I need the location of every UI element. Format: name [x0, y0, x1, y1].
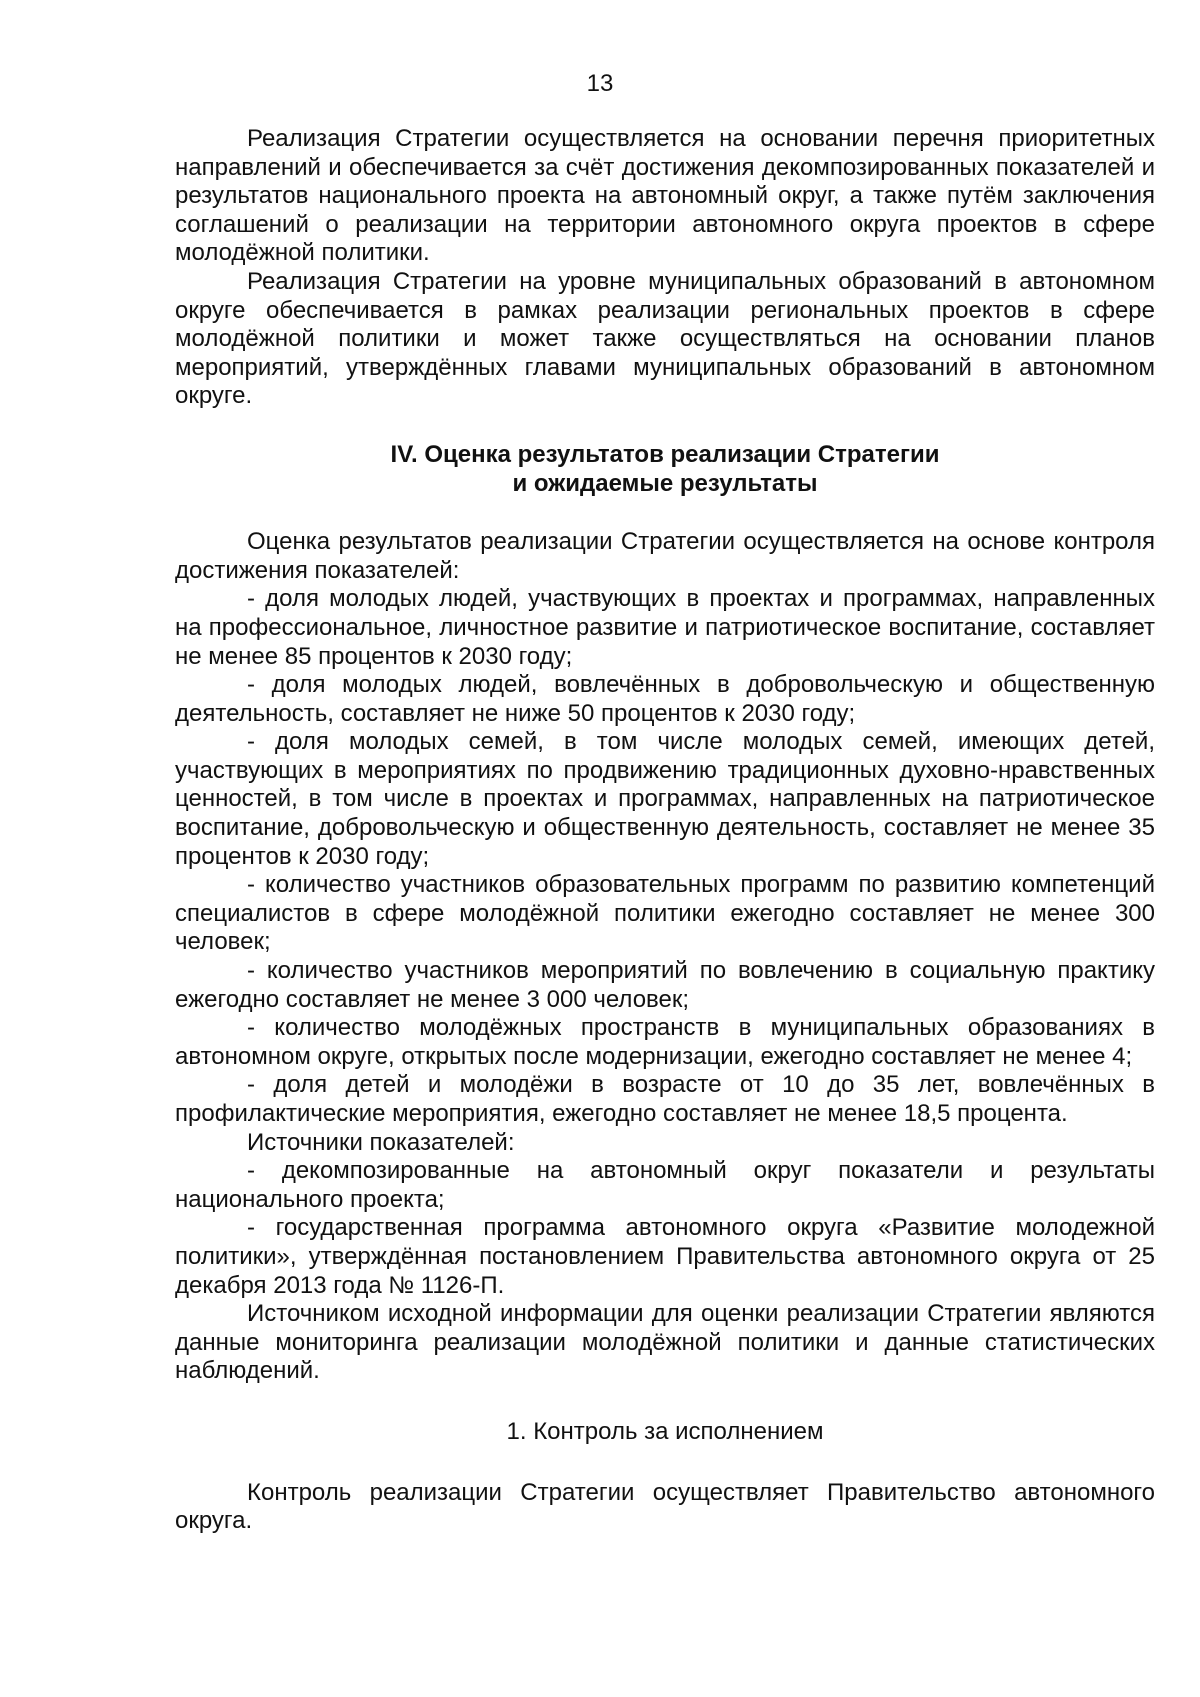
- list-item: - доля молодых семей, в том числе молодых семей, имеющих детей, участвующих в мероприятиях по продвижению традиционных духовно-нравственных ценностей, в том числе в проектах и программах, направленных на патриотическое воспитание, добровольческую и общественную деятельность, составляет не менее 35 процентов к 2030 году;: [175, 728, 1155, 870]
- list-item: - государственная программа автономного округа «Развитие молодежной политики», утверждённая постановлением Правительства автономного округа от 25 декабря 2013 года № 1126-П.: [175, 1214, 1155, 1299]
- list-item: - декомпозированные на автономный округ показатели и результаты национального проекта;: [175, 1157, 1155, 1213]
- section-heading-line: и ожидаемые результаты: [512, 469, 818, 497]
- list-item: - количество молодёжных пространств в муниципальных образованиях в автономном округе, открытых после модернизации, ежегодно составляет не менее 4;: [175, 1014, 1155, 1070]
- document-body: [175, 125, 1155, 1536]
- paragraph: Оценка результатов реализации Стратегии осуществляется на основе контроля достижения показателей:: [175, 528, 1155, 584]
- paragraph: Источником исходной информации для оценки реализации Стратегии являются данные мониторинга реализации молодёжной политики и данные статистических наблюдений.: [175, 1300, 1155, 1385]
- paragraph: Реализация Стратегии на уровне муниципальных образований в автономном округе обеспечивается в рамках реализации региональных проектов в сфере молодёжной политики и может также осуществляться на основании планов мероприятий, утверждённых главами муниципальных образований в автономном округе.: [175, 267, 1155, 410]
- list-item: - количество участников мероприятий по вовлечению в социальную практику ежегодно составляет не менее 3 000 человек;: [175, 957, 1155, 1013]
- page-number: 13: [586, 70, 614, 97]
- list-item: - доля молодых людей, участвующих в проектах и программах, направленных на профессиональное, личностное развитие и патриотическое воспитание, составляет не менее 85 процентов к 2030 году;: [175, 585, 1155, 670]
- paragraph: Источники показателей:: [247, 1128, 515, 1156]
- section-heading: [175, 441, 1155, 498]
- list-item: - доля молодых людей, вовлечённых в добровольческую и общественную деятельность, составляет не ниже 50 процентов к 2030 году;: [175, 671, 1155, 727]
- list-item: - количество участников образовательных программ по развитию компетенций специалистов в сфере молодёжной политики ежегодно составляет не менее 300 человек;: [175, 871, 1155, 956]
- list-item: - доля детей и молодёжи в возрасте от 10 до 35 лет, вовлечённых в профилактические мероприятия, ежегодно составляет не менее 18,5 процента.: [175, 1071, 1155, 1127]
- section-heading-line: IV. Оценка результатов реализации Стратегии: [390, 440, 940, 468]
- paragraph: Контроль реализации Стратегии осуществляет Правительство автономного округа.: [175, 1478, 1155, 1535]
- paragraph: Реализация Стратегии осуществляется на основании перечня приоритетных направлений и обеспечивается за счёт достижения декомпозированных показателей и результатов национального проекта на автономный округ, а также путём заключения соглашений о реализации на территории автономного округа проектов в сфере молодёжной политики.: [175, 125, 1155, 267]
- subsection-heading: 1. Контроль за исполнением: [506, 1417, 824, 1445]
